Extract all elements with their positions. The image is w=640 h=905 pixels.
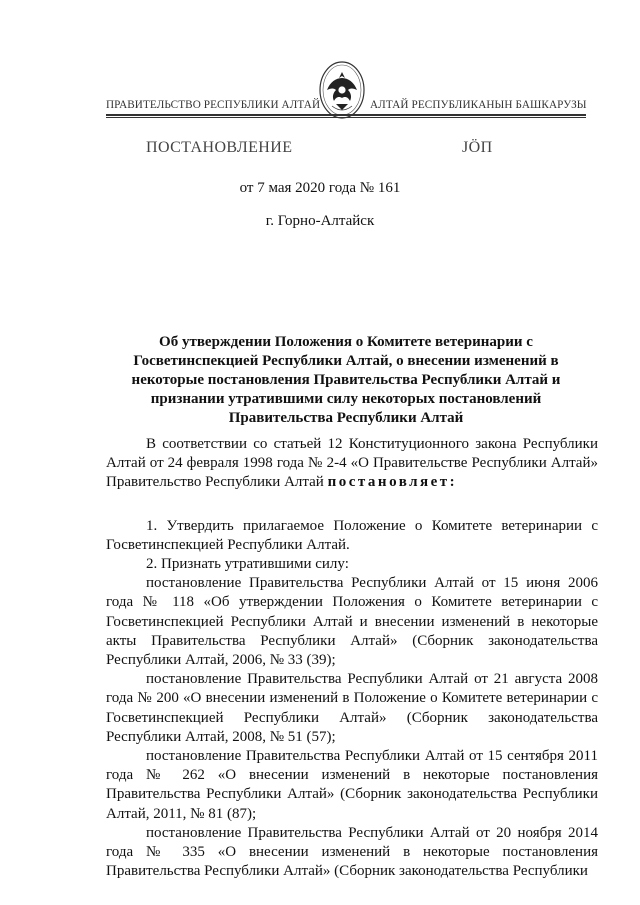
item-2: 2. Признать утратившими силу: [146,556,349,573]
header-org-alt: АЛТАЙ РЕСПУБЛИКАНЫН БАШКАРУЗЫ [370,99,587,111]
item-1: 1. Утвердить прилагаемое Положение о Комитете ветеринарии с Госветинспекцией Республики Алтай. [106,517,598,553]
repealed-act: постановление Правительства Республики Алтай от 20 ноября 2014 года № 335 «О внесении изменений в некоторые постановления Правительства Республики Алтай» (Сборник законодательства Республики [106,824,598,880]
preamble-text: В соответствии со статьей 12 Конституционного закона Республики Алтай от 24 февраля 1998 года № 2-4 «О Правительстве Республики Алтай» Правительство Республики Алтай [106,436,598,491]
document-title: Об утверждении Положения о Комитете ветеринарии с Госветинспекцией Республики Алтай, о внесении изменений в некоторые постановления Правительства Республики Алтай и признании утратившими силу некоторых постановлений Правительства Республики Алтай [131,334,561,426]
header-rule-thin [106,117,586,118]
doc-type-ru: ПОСТАНОВЛЕНИЕ [146,139,293,156]
letterhead [0,0,640,130]
document-city: г. Горно-Алтайск [265,213,375,229]
preamble-paragraph [106,435,598,493]
doc-type-alt: ЈӦП [462,139,493,156]
document-date-number: от 7 мая 2020 года № 161 [239,180,401,196]
repealed-act: постановление Правительства Республики Алтай от 21 августа 2008 года № 200 «О внесении изменений в Положение о Комитете ветеринарии с Госветинспекцией Республики Алтай» (Сборник законодательства Республики Алтай, 2008, № 51 (57); [106,671,598,745]
repealed-act: постановление Правительства Республики Алтай от 15 сентября 2011 года № 262 «О внесении изменений в некоторые постановления Правительства Республики Алтай» (Сборник законодательства Республики Алтай, 2011, № 81 (87); [106,748,598,822]
document-body [106,435,598,881]
coat-of-arms-icon [318,60,366,120]
header-org-ru: ПРАВИТЕЛЬСТВО РЕСПУБЛИКИ АЛТАЙ [106,99,321,111]
header-rule [106,114,586,116]
repealed-act: постановление Правительства Республики Алтай от 15 июня 2006 года № 118 «Об утверждении Положения о Комитете ветеринарии с Госветинспекцией Республики Алтай и внесении изменений в некоторые акты Правительства Республики Алтай» (Сборник законодательства Республики Алтай, 2006, № 33 (39); [106,575,598,669]
decree-word: постановляет: [327,474,458,491]
